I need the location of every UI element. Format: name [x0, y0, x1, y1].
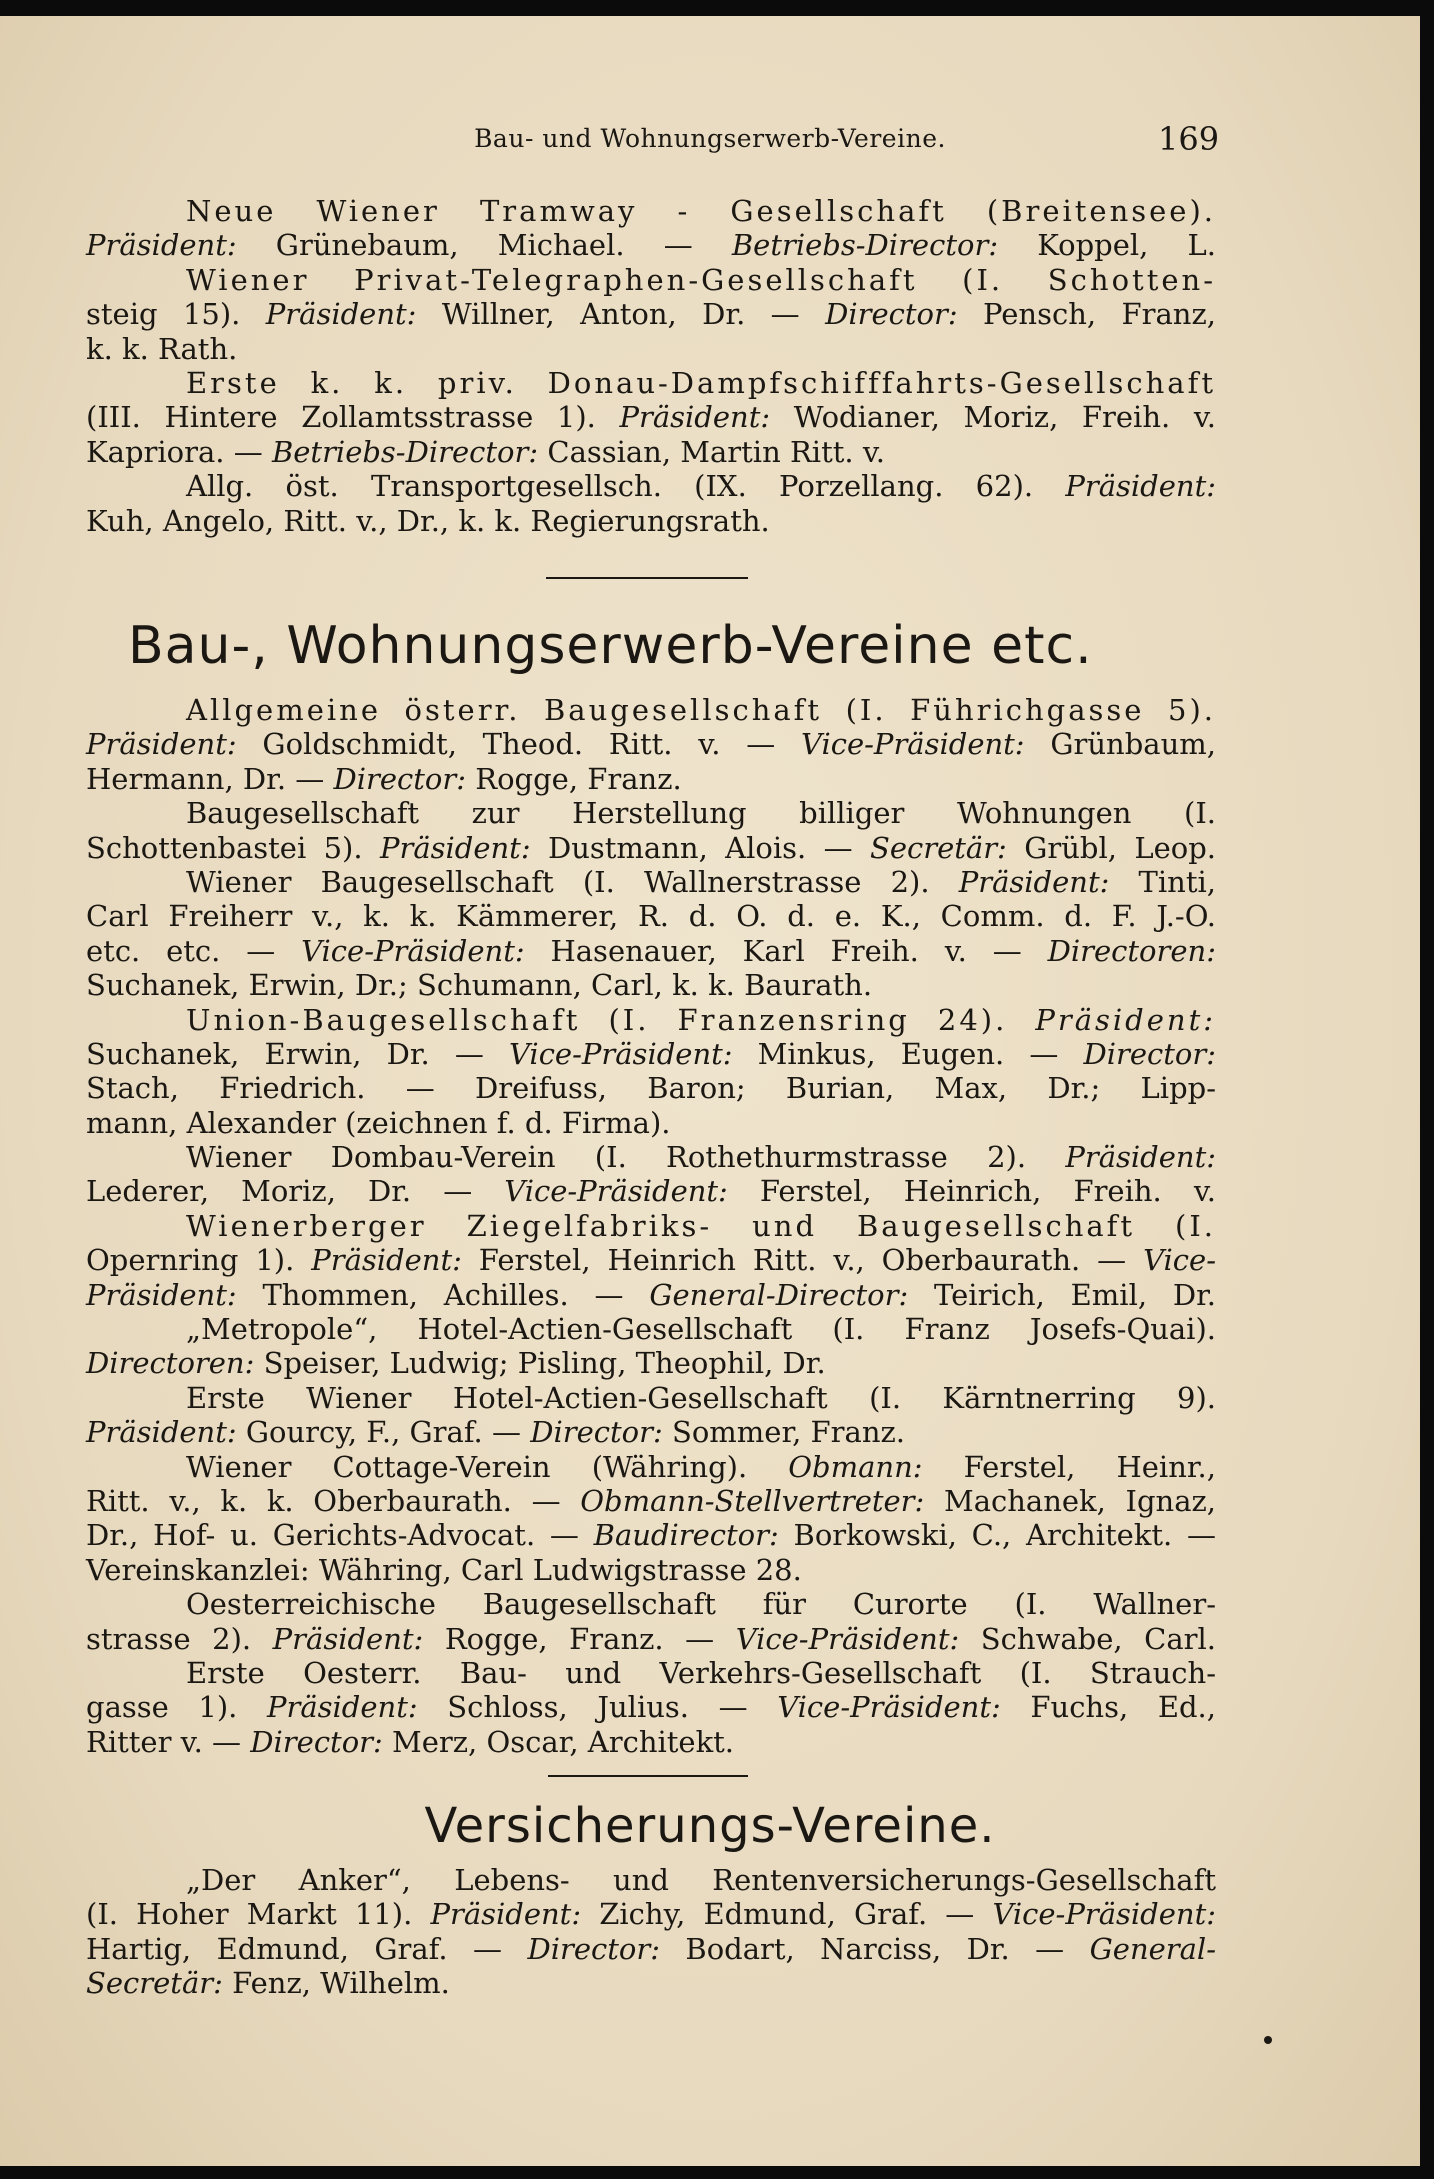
entry-line: „Der Anker“, Lebens- und Rentenversicherungs-Gesellschaft [186, 1863, 1216, 1897]
entry-line: Kapriora. — Betriebs-Director: Cassian, Martin Ritt. v. [86, 434, 885, 469]
entry-line: etc. etc. — Vice-Präsident: Hasenauer, Karl Freih. v. — Directoren: [86, 933, 1216, 968]
entry-line: Erste Oesterr. Bau- und Verkehrs-Gesellschaft (I. Strauch- [186, 1655, 1216, 1690]
running-title: Bau- und Wohnungserwerb-Vereine. [474, 124, 946, 153]
entry-line: mann, Alexander (zeichnen f. d. Firma). [86, 1105, 671, 1140]
page-number: 169 [1158, 120, 1220, 158]
entry-line: Suchanek, Erwin, Dr. — Vice-Präsident: Minkus, Eugen. — Director: [86, 1036, 1216, 1071]
entry-line: Erste Wiener Hotel-Actien-Gesellschaft (I. Kärntnerring 9). [186, 1380, 1216, 1415]
entry-line: Hartig, Edmund, Graf. — Director: Bodart, Narciss, Dr. — General- [86, 1931, 1217, 1966]
entry-line: Ritter v. — Director: Merz, Oscar, Architekt. [86, 1724, 735, 1759]
book-page [0, 16, 1420, 2166]
entry-line: Präsident: Grünebaum, Michael. — Betriebs-Director: Koppel, L. [86, 228, 1216, 263]
entry-line: Vereinskanzlei: Währing, Carl Ludwigstrasse 28. [86, 1552, 802, 1587]
entry-line: Wiener Dombau-Verein (I. Rothethurmstrasse 2). Präsident: [186, 1140, 1216, 1175]
entry-line: Oesterreichische Baugesellschaft für Curorte (I. Wallner- [186, 1587, 1216, 1622]
heading-versicherungs-vereine: Versicherungs-Vereine. [424, 1798, 996, 1854]
entry-line: Wienerberger Ziegelfabriks- und Baugesellschaft (I. [186, 1208, 1216, 1243]
entry-line: Präsident: Thommen, Achilles. — General-Director: Teirich, Emil, Dr. [86, 1277, 1217, 1312]
entry-line: Lederer, Moriz, Dr. — Vice-Präsident: Ferstel, Heinrich, Freih. v. [86, 1174, 1216, 1209]
entry-line: Baugesellschaft zur Herstellung billiger Wohnungen (I. [186, 796, 1216, 831]
entry-line: Wiener Privat-Telegraphen-Gesellschaft (I. Schotten- [186, 262, 1216, 297]
entry-line: Schottenbastei 5). Präsident: Dustmann, Alois. — Secretär: Grübl, Leop. [86, 830, 1216, 865]
entry-line: Hermann, Dr. — Director: Rogge, Franz. [86, 761, 682, 796]
entry-line: Dr., Hof- u. Gerichts-Advocat. — Baudirector: Borkowski, C., Architekt. — [86, 1518, 1216, 1553]
entry-line: Carl Freiherr v., k. k. Kämmerer, R. d. O. d. e. K., Comm. d. F. J.-O. [86, 899, 1216, 934]
ink-speck [1264, 2036, 1272, 2044]
entry-line: Ritt. v., k. k. Oberbaurath. — Obmann-Stellvertreter: Machanek, Ignaz, [86, 1483, 1216, 1518]
entry-line: Neue Wiener Tramway - Gesellschaft (Breitensee). [186, 194, 1216, 228]
section-versicherung [86, 1863, 1216, 2001]
entry-line: Allg. öst. Transportgesellsch. (IX. Porzellang. 62). Präsident: [186, 469, 1216, 504]
entry-line: Secretär: Fenz, Wilhelm. [86, 1966, 450, 2001]
entry-line: „Metropole“, Hotel-Actien-Gesellschaft (I. Franz Josefs-Quai). [186, 1312, 1216, 1347]
entry-line: Opernring 1). Präsident: Ferstel, Heinrich Ritt. v., Oberbaurath. — Vice- [86, 1243, 1217, 1278]
entry-line: Stach, Friedrich. — Dreifuss, Baron; Burian, Max, Dr.; Lipp- [86, 1071, 1216, 1106]
entry-line: Präsident: Gourcy, F., Graf. — Director: Sommer, Franz. [86, 1415, 906, 1450]
section-divider [548, 1775, 748, 1777]
section-bau [86, 693, 1216, 1759]
entry-line: Allgemeine österr. Baugesellschaft (I. Führichgasse 5). [186, 693, 1216, 727]
entry-line: steig 15). Präsident: Willner, Anton, Dr. — Director: Pensch, Franz, [86, 297, 1216, 332]
entry-line: Wiener Baugesellschaft (I. Wallnerstrasse 2). Präsident: Tinti, [186, 864, 1216, 899]
entry-line: strasse 2). Präsident: Rogge, Franz. — Vice-Präsident: Schwabe, Carl. [86, 1621, 1216, 1656]
entry-line: Präsident: Goldschmidt, Theod. Ritt. v. — Vice-Präsident: Grünbaum, [86, 727, 1216, 762]
entry-line: k. k. Rath. [86, 331, 238, 366]
heading-bau-vereine: Bau-, Wohnungserwerb-Vereine etc. [128, 616, 1093, 676]
entry-line: Union-Baugesellschaft (I. Franzensring 24). Präsident: [186, 1002, 1216, 1037]
entry-line: Erste k. k. priv. Donau-Dampfschifffahrts-Gesellschaft [186, 365, 1216, 400]
entry-line: Directoren: Speiser, Ludwig; Pisling, Theophil, Dr. [86, 1346, 826, 1381]
entry-line: Wiener Cottage-Verein (Währing). Obmann: Ferstel, Heinr., [186, 1449, 1216, 1484]
entry-line: Suchanek, Erwin, Dr.; Schumann, Carl, k. k. Baurath. [86, 968, 873, 1003]
entry-line: Kuh, Angelo, Ritt. v., Dr., k. k. Regierungsrath. [86, 503, 770, 538]
section-divider [546, 577, 748, 579]
entry-line: (I. Hoher Markt 11). Präsident: Zichy, Edmund, Graf. — Vice-Präsident: [86, 1897, 1216, 1932]
entry-line: (III. Hintere Zollamtsstrasse 1). Präsident: Wodianer, Moriz, Freih. v. [86, 400, 1216, 435]
section-transport [86, 194, 1216, 538]
entry-line: gasse 1). Präsident: Schloss, Julius. — Vice-Präsident: Fuchs, Ed., [86, 1690, 1216, 1725]
